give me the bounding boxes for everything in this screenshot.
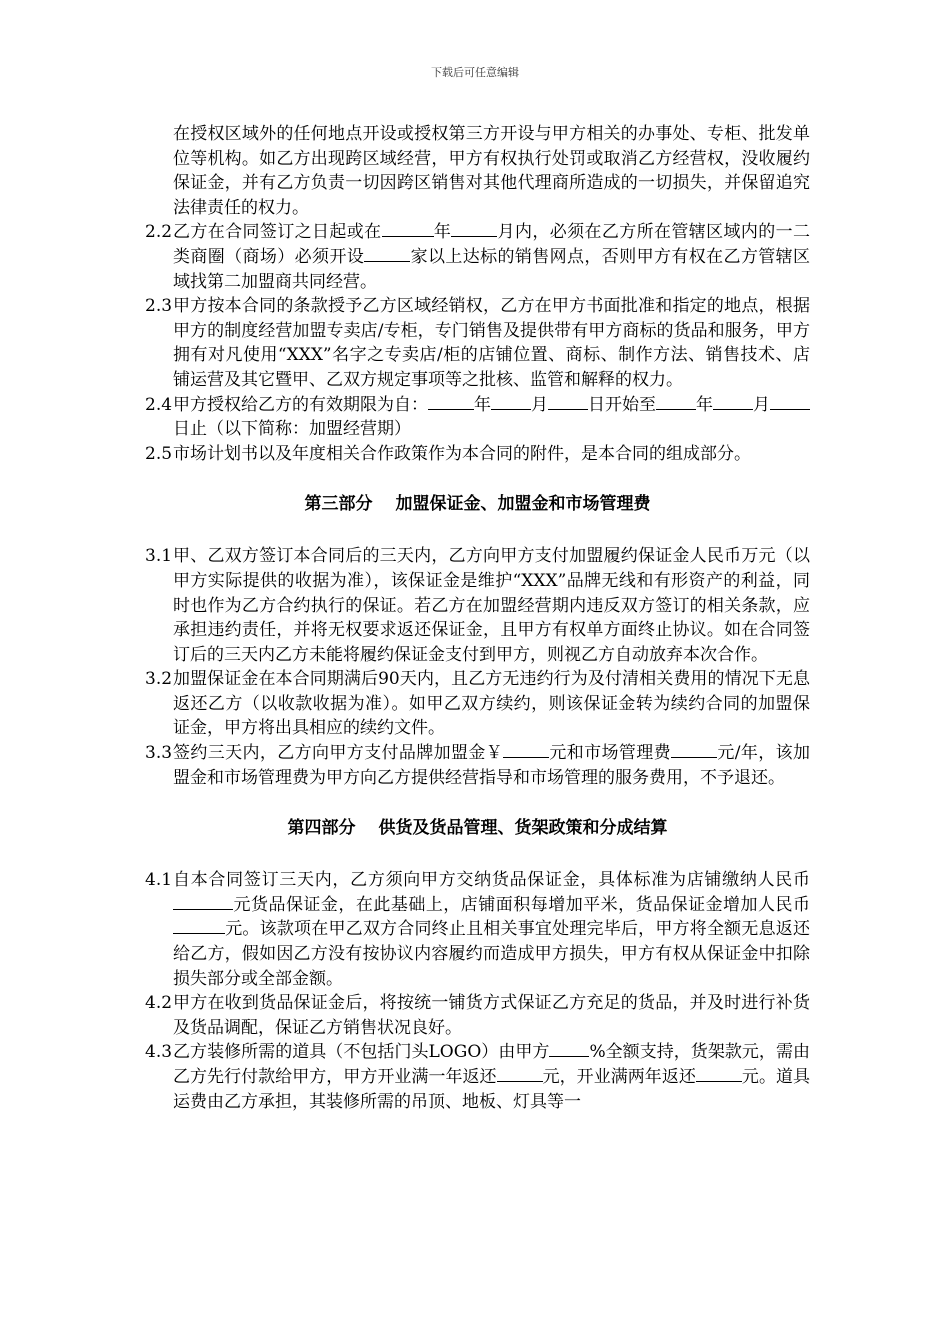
section-heading-4: 第四部分 供货及货品管理、货架政策和分成结算 [287,818,668,839]
clause-2-5 [145,442,810,467]
clause-number: 2.2 [145,222,173,243]
fill-blank[interactable] [696,1066,742,1082]
clause-number: 2.3 [145,296,173,317]
clause-text: 元，开业满两年返还 [542,1067,696,1087]
clause-3-3 [145,741,810,790]
fill-blank[interactable] [671,742,717,758]
clause-text: 年 [696,394,713,415]
clause-text: 元。该款项在甲乙双方合同终止且相关事宜处理完毕后，甲方将全额无息返还给乙方，假如因乙方没有按协议内容履约而造成甲方损失，甲方有权从保证金中扣除损失部分或全部金额。 [173,919,810,989]
clause-number: 4.2 [145,993,173,1014]
clause-3-2 [145,667,810,741]
clause-text: 签约三天内，乙方向甲方支付品牌加盟金￥ [173,743,504,764]
clause-text: 乙方装修所需的道具（不包括门头LOGO）由甲方 [173,1042,550,1063]
clause-text: 月内，必须在乙方所在管辖区域内的一二类商圈（商场）必须开设 [173,222,810,267]
clause-text: 元。道具运费由乙方承担，其装修所需的吊顶、地板、灯具等一 [173,1067,811,1112]
fill-blank[interactable] [497,1066,543,1082]
clause-number: 4.3 [145,1042,173,1063]
clause-number: 3.1 [145,546,173,567]
fill-blank[interactable] [503,742,549,758]
clause-text: 自本合同签订三天内，乙方须向甲方交纳货品保证金，具体标准为店铺缴纳人民币 [173,870,810,891]
clause-text: 年 [433,222,452,243]
clause-2-2 [145,220,810,294]
fill-blank[interactable] [428,394,474,410]
clause-4-3 [145,1040,810,1114]
clause-text: 日止（以下简称：加盟经营期） [173,419,411,440]
clause-text: 元和市场管理费 [549,743,672,764]
clause-text: 加盟保证金在本合同期满后90天内，且乙方无违约行为及付清相关费用的情况下无息返还乙方（以收款收据为准）。如甲乙双方续约，则该保证金转为续约合同的加盟保证金，甲方将出具相应的续约文件。 [173,669,810,739]
intro-text: 在授权区域外的任何地点开设或授权第三方开设与甲方相关的办事处、专柜、批发单位等机构。如乙方出现跨区域经营，甲方有权执行处罚或取消乙方经营权，没收履约保证金，并有乙方负责一切因跨区销售对其他代理商所造成的一切损失，并保留追究法律责任的权力。 [173,124,810,218]
clause-text: 日开始至 [588,394,656,415]
clause-number: 4.1 [145,870,173,891]
clause-2-3 [145,294,810,392]
fill-blank[interactable] [173,918,225,934]
fill-blank[interactable] [173,894,233,910]
clause-text: 月 [753,394,770,415]
fill-blank[interactable] [713,394,753,410]
clause-4-2 [145,991,810,1040]
clause-number: 2.4 [145,394,173,415]
fill-blank[interactable] [364,246,410,262]
fill-blank[interactable] [549,1041,589,1057]
page-header: 下载后可任意编辑 [431,66,519,79]
clause-text: %全额支持，货架款元，需由乙方先行付款给甲方，甲方开业满一年返还 [173,1042,811,1087]
clause-text: 甲、乙双方签订本合同后的三天内，乙方向甲方支付加盟履约保证金人民币万元（以甲方实际提供的收据为准），该保证金是维护“XXX”品牌无线和有形资产的利益，同时也作为乙方合约执行的保证。若乙方在加盟经营期内违反双方签订的相关条款，应承担违约责任，并将无权要求返还保证金，且甲方有权单方面终止协议。如在合同签订后的三天内乙方未能将履约保证金支付到甲方，则视乙方自动放弃本次合作。 [173,546,810,665]
clause-number: 3.3 [145,743,173,764]
intro-paragraph [145,122,810,220]
clause-number: 2.5 [145,443,173,464]
clause-text: 甲方按本合同的条款授予乙方区域经销权，乙方在甲方书面批准和指定的地点，根据甲方的制度经营加盟专卖店/专柜，专门销售及提供带有甲方商标的货品和服务，甲方拥有对凡使用“XXX”名字之专卖店/柜的店铺位置、商标、制作方法、销售技术、店铺运营及其它暨甲、乙双方规定事项等之批核、监管和解释的权力。 [173,296,810,390]
fill-blank[interactable] [382,221,434,237]
clause-text: 元货品保证金，在此基础上，店铺面积每增加平米，货品保证金增加人民币 [233,894,810,915]
fill-blank[interactable] [451,221,497,237]
clause-number: 3.2 [145,669,173,690]
clause-text: 甲方授权给乙方的有效期限为自： [173,394,428,415]
clause-text: 元/年，该加盟金和市场管理费为甲方向乙方提供经营指导和市场管理的服务费用，不予退还。 [173,743,811,788]
fill-blank[interactable] [491,394,531,410]
clause-text: 甲方在收到货品保证金后，将按统一铺货方式保证乙方充足的货品，并及时进行补货及货品调配，保证乙方销售状况良好。 [173,993,810,1038]
fill-blank[interactable] [548,394,588,410]
clause-3-1 [145,544,810,667]
clause-text: 月 [531,394,548,415]
clause-text: 市场计划书以及年度相关合作政策作为本合同的附件，是本合同的组成部分。 [173,443,751,464]
section-heading-3: 第三部分 加盟保证金、加盟金和市场管理费 [304,494,651,515]
clause-text: 年 [474,394,491,415]
clause-text: 乙方在合同签订之日起或在 [173,222,382,243]
clause-2-4 [145,393,810,442]
clause-text: 家以上达标的销售网点，否则甲方有权在乙方管辖区域找第二加盟商共同经营。 [173,246,811,292]
clause-4-1 [145,868,810,991]
document-body [145,122,810,1114]
fill-blank[interactable] [770,394,810,410]
fill-blank[interactable] [656,394,696,410]
